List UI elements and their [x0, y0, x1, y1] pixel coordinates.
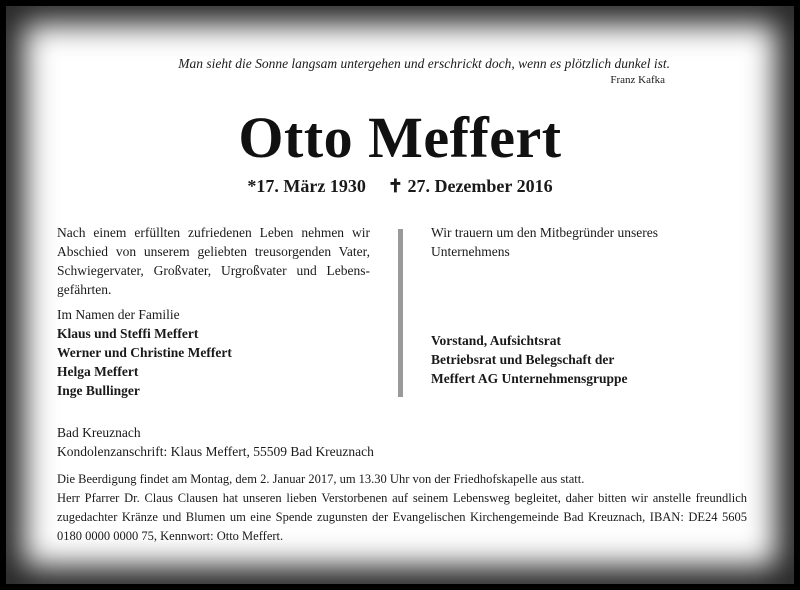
quote-author: Franz Kafka — [610, 74, 665, 86]
column-divider — [398, 229, 403, 397]
family-signer: Helga Meffert — [57, 364, 139, 379]
quote-text: Man sieht die Sonne langsam untergehen und erschrickt doch, wenn es plötzlich dunkel ist. — [178, 56, 670, 71]
place: Bad Kreuznach — [57, 425, 141, 440]
condolence-address: Kondolenzanschrift: Klaus Meffert, 55509 Bad Kreuznach — [57, 444, 374, 459]
family-paragraph: Nach einem erfüllten zufriedenen Leben nehmen wir Abschied von unserem geliebten treusorgenden Vater, Schwiegervater, Großvater, Urgroßvater und Lebens-gefährten. — [57, 225, 370, 297]
company-column — [431, 223, 731, 388]
notice-block — [57, 470, 747, 546]
family-label: Im Namen der Familie — [57, 307, 180, 322]
family-signer: Inge Bullinger — [57, 383, 140, 398]
family-column — [57, 223, 370, 400]
company-signer: Meffert AG Unternehmensgruppe — [431, 371, 628, 386]
life-dates — [0, 176, 800, 197]
company-signer: Vorstand, Aufsichtsrat — [431, 333, 562, 348]
family-signer: Werner und Christine Meffert — [57, 345, 232, 360]
company-signer: Betriebsrat und Belegschaft der — [431, 352, 615, 367]
family-signer: Klaus und Steffi Meffert — [57, 326, 199, 341]
funeral-notice: Die Beerdigung findet am Montag, dem 2. Januar 2017, um 13.30 Uhr von der Friedhofskapelle aus statt. — [57, 472, 585, 486]
donation-notice: Herr Pfarrer Dr. Claus Clausen hat unseren lieben Verstorbenen auf seinem Lebensweg begleitet, daher bitten wir anstelle freundlich zugedachter Kränze und Blumen um eine Spende zugunsten der Evangelischen Kirchengemeinde Bad Kreuznach, IBAN: DE24 5605 0180 0000 0000 75, Kennwort: Otto Meffert. — [57, 491, 747, 543]
deceased-name: Otto Meffert — [238, 105, 562, 170]
address-block — [57, 423, 747, 461]
company-paragraph: Wir trauern um den Mitbegründer unseres Unternehmens — [431, 225, 659, 259]
death-date: ✝ 27. Dezember 2016 — [387, 176, 553, 196]
birth-date: *17. März 1930 — [247, 176, 366, 196]
